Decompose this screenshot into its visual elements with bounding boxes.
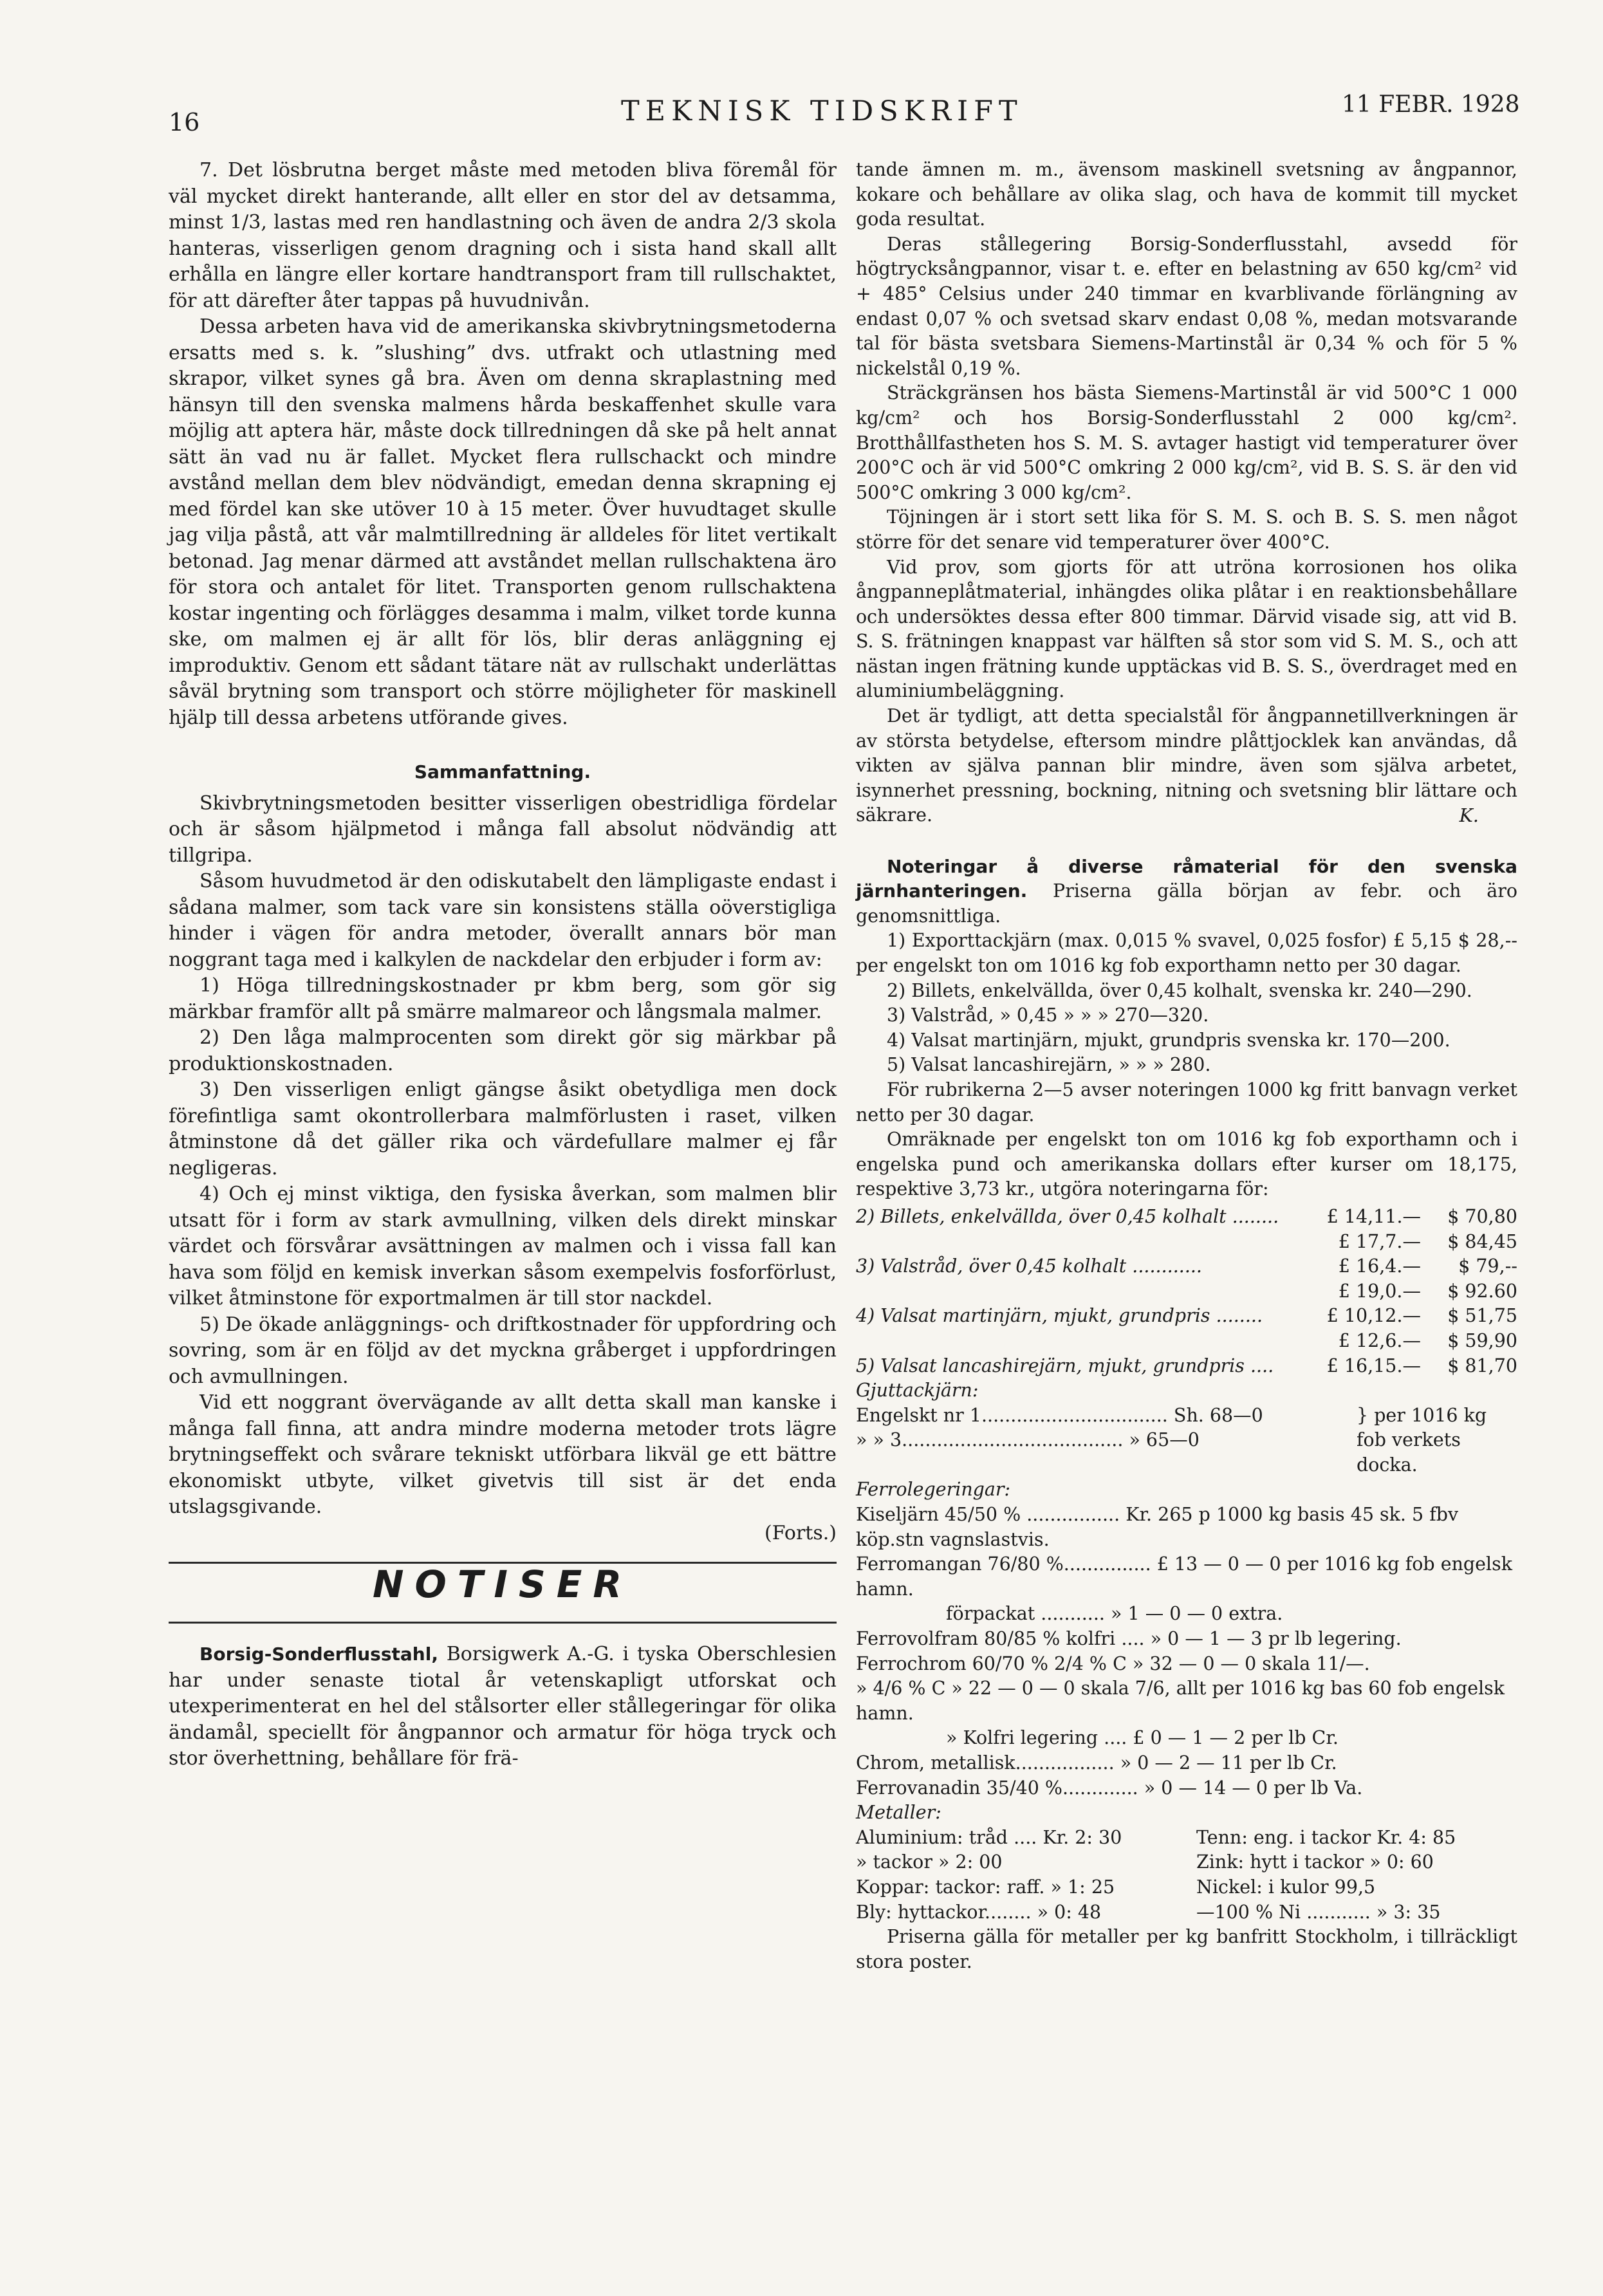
borsig-notice — [169, 1642, 837, 1772]
conversion-table — [856, 1205, 1517, 1378]
gbp-value: £ 17,7.— — [1338, 1230, 1421, 1252]
paragraph: Dessa arbeten hava vid de amerikanska skivbrytningsmetoderna ersatts med s. k. ”slushing” dvs. utfrakt och utlastning med skrapor, vilket synes gå bra. Även om denna skraplastning med hänsyn till den svenska malmens hårda beskaffenhet skulle vara möjlig att aptera här, måste dock tillredningen då ske på helt annat sätt än vad nu är fallet. Mycket flera rullschackt och mindre avstånd mellan dem blev nödvändigt, emedan denna skrapning ej med fördel kan ske utöver 10 à 15 meter. Över huvudtaget skulle jag vilja påstå, att vår malmtillredning är alldeles för litet vertikalt betonad. Jag menar därmed att avståndet mellan rullschaktena äro för stora och antalet för litet. Transporten genom rullschaktena kostar ingenting och förlägges desamma i malm, vilket torde kunna ske, om malmen ej är allt för lös, blir deras anläggning ej improduktiv. Genom ett sådant tätare nät av rullschakt underlättas såväl brytning som transport och större möjligheter för maskinell hjälp till dessa arbetens utförande gives. — [169, 315, 837, 729]
table-row — [856, 1254, 1517, 1279]
price-line: Ferrochrom 60/70 % 2/4 % C » 32 — 0 — 0 skala 11/—. — [856, 1653, 1370, 1674]
paragraph: Såsom huvudmetod är den odiskutabelt den lämpligaste endast i sådana malmer, som tack vare sin konsistens ställa oöverstigliga hinder i vägen för andra metoder, överallt annars bör man noggrant taga med i kalkylen de nackdelar den erbjuder i form av: — [169, 870, 837, 971]
price-line: Koppar: tackor: raff. » 1: 25 — [856, 1876, 1115, 1898]
gbp-value: £ 10,12.— — [1326, 1305, 1421, 1327]
notes-title: Noteringar å diverse råmaterial för den svenska järnhanteringen. — [856, 855, 1517, 902]
page-number: 16 — [169, 108, 200, 136]
table-row — [856, 1329, 1517, 1354]
divider — [169, 1622, 837, 1624]
price-line: » tackor » 2: 00 — [856, 1851, 1003, 1873]
note-item: 1) Exporttackjärn (max. 0,015 % svavel, 0,025 fosfor) £ 5,15 $ 28,-- per engelskt ton om 1016 kg fob exporthamn netto per 30 dagar. — [856, 930, 1517, 976]
row-label: 4) Valsat martinjärn, mjukt, grundpris ........ — [856, 1305, 1263, 1327]
journal-title: TEKNISK TIDSKRIFT — [621, 95, 1023, 127]
usd-value: $ 59,90 — [1447, 1329, 1517, 1351]
paragraph: Vid prov, som gjorts för att utröna korrosionen hos olika ångpanneplåtmaterial, inhängdes olika plåtar i en reaktionsbehållare och undersöktes dessa efter 800 timmar. Därvid visade sig, att vid B. S. S. frätningen knappast var hälften så stor som vid S. M. S., och att nästan ingen frätning kunde upptäckas vid B. S. S., överdraget med en aluminiumbeläggning. — [856, 556, 1517, 702]
section-heading: Sammanfattning. — [414, 761, 591, 782]
list-item: 5) De ökade anläggnings- och driftkostnader för uppfordring och sovring, som är en följd av det myckna gråberget i uppfordringen och avmullningen. — [169, 1313, 837, 1388]
list-item: 3) Den visserligen enligt gängse åsikt obetydliga men dock förefintliga samt okontrollerbara malmförlusten i raset, vilken åtminstone då det gäller rika och värdefullare malmer ej får negligeras. — [169, 1079, 837, 1180]
paragraph: Töjningen är i stort sett lika för S. M. S. och B. S. S. men något större för det senare vid temperaturer över 400°C. — [856, 506, 1517, 553]
price-line: » 4/6 % C » 22 — 0 — 0 skala 7/6, allt per 1016 kg bas 60 fob engelsk hamn. — [856, 1678, 1505, 1724]
note-item: 2) Billets, enkelvällda, över 0,45 kolhalt, svenska kr. 240—290. — [887, 979, 1472, 1001]
gjut-lines — [856, 1403, 1357, 1478]
metals-grid — [856, 1826, 1517, 1925]
gbp-value: £ 16,15.— — [1326, 1355, 1421, 1376]
price-line: förpackat ........... » 1 — 0 — 0 extra. — [946, 1603, 1283, 1625]
paragraph-signed — [856, 704, 1517, 828]
row-label — [856, 1279, 1324, 1304]
right-column — [856, 158, 1517, 1974]
subheading: Metaller: — [856, 1802, 941, 1824]
left-column — [169, 158, 837, 1772]
note-item: För rubrikerna 2—5 avser noteringen 1000 kg fritt banvagn verket netto per 30 dagar. — [856, 1079, 1517, 1125]
issue-date: 11 FEBR. 1928 — [1342, 91, 1520, 118]
price-line: Ferrovolfram 80/85 % kolfri .... » 0 — 1 — 3 pr lb legering. — [856, 1628, 1402, 1650]
notice-text: Borsigwerk A.-G. i tyska Oberschlesien har under senaste tiotal år vetenskapligt utforskat och utexperimenterat en hel del stålsorter eller stållegeringar för olika ändamål, speciellt för ångpannor och armatur för höga tryck och stor överhettning, behållare för frä- — [169, 1643, 837, 1770]
notiser-heading: NOTISER — [372, 1562, 633, 1606]
paragraph: 7. Det lösbrutna berget måste med metoden bliva föremål för väl mycket direkt hanterande, allt eller en stor del av detsamma, minst 1/3, lastas med ren handlastning och även de andra 2/3 skola hanteras, visserligen genom dragning och i sista hand skall allt erhålla en längre eller kortare handtransport fram till rullschaktet, för att därefter åter tappas på huvudnivån. — [169, 159, 837, 312]
note-item: 3) Valstråd, » 0,45 » » » 270—320. — [887, 1004, 1209, 1026]
signature: K. — [1459, 805, 1479, 827]
price-line: Tenn: eng. i tackor Kr. 4: 85 — [1196, 1826, 1456, 1848]
notice-title: Borsig-Sonderflusstahl, — [199, 1643, 438, 1665]
row-label: 5) Valsat lancashirejärn, mjukt, grundpris .... — [856, 1355, 1274, 1376]
gjut-note: } per 1016 kg fob verkets docka. — [1357, 1404, 1487, 1476]
subheading: Gjuttackjärn: — [856, 1380, 979, 1402]
note-item: Omräknade per engelskt ton om 1016 kg fob exporthamn och i engelska pund och amerikanska dollars efter kurser om 18,175, respektive 3,73 kr., utgöra noteringarna för: — [856, 1129, 1517, 1200]
table-row — [856, 1354, 1517, 1379]
price-line: Nickel: i kulor 99,5 — [1196, 1876, 1376, 1898]
price-line: Kiseljärn 45/50 % ................ Kr. 265 p 1000 kg basis 45 sk. 5 fbv köp.stn vagnslastvis. — [856, 1504, 1459, 1550]
list-item: 4) Och ej minst viktiga, den fysiska åverkan, som malmen blir utsatt för i form av stark avmullning, vilken dels direkt minskar värdet och försvårar avsättningen av malmen och i vissa fall kan hava som följd en kemisk inverkan såsom exempelvis fosforförlust, vilket åtminstone för exportmalmen är till stor nackdel. — [169, 1183, 837, 1310]
gbp-value: £ 16,4.— — [1338, 1255, 1421, 1277]
price-line: Ferromangan 76/80 %............... £ 13 — 0 — 0 per 1016 kg fob engelsk hamn. — [856, 1553, 1513, 1600]
gbp-value: £ 19,0.— — [1338, 1280, 1421, 1302]
notes-intro-text: Priserna gälla början av febr. och äro genomsnittliga. — [856, 880, 1517, 927]
gbp-value: £ 14,11.— — [1326, 1205, 1421, 1227]
usd-value: $ 51,75 — [1447, 1305, 1517, 1327]
gbp-value: £ 12,6.— — [1338, 1329, 1421, 1351]
usd-value: $ 92.60 — [1447, 1280, 1517, 1302]
table-row — [856, 1205, 1517, 1230]
price-line: » » 3...................................... » 65—0 — [856, 1429, 1200, 1451]
paragraph: Priserna gälla för metaller per kg banfritt Stockholm, i tillräckligt stora poster. — [856, 1926, 1517, 1972]
row-label: 2) Billets, enkelvällda, över 0,45 kolhalt ........ — [856, 1205, 1279, 1227]
usd-value: $ 81,70 — [1447, 1355, 1517, 1376]
paragraph: Vid ett noggrant övervägande av allt detta skall man kanske i många fall finna, att andra mindre moderna metoder trots lägre brytningseffekt och svårare tekniskt utförbara likväl ge ett bättre ekonomiskt utbyte, vilket givetvis till sist är det enda utslagsgivande. — [169, 1391, 837, 1518]
paragraph: Det är tydligt, att detta specialstål för ångpannetillverkningen är av största betydelse, eftersom mindre plåttjocklek kan användas, då vikten av själva pannan blir mindre, även som själva arbetet, isynnerhet pressning, bockning, nitning och svetsning blir lättare och säkrare. — [856, 705, 1517, 826]
price-line: Zink: hytt i tackor » 0: 60 — [1196, 1851, 1434, 1873]
continued-note: (Forts.) — [764, 1521, 837, 1544]
price-line: Chrom, metallisk................. » 0 — 2 — 11 per lb Cr. — [856, 1752, 1337, 1773]
paragraph: Sträckgränsen hos bästa Siemens-Martinstål är vid 500°C 1 000 kg/cm² och hos Borsig-Sonderflusstahl 2 000 kg/cm². Brotthållfastheten hos S. M. S. avtager hastigt vid temperaturer över 200°C och är vid 500°C omkring 2 000 kg/cm², vid B. S. S. är den vid 500°C omkring 3 000 kg/cm². — [856, 382, 1517, 503]
price-line: » Kolfri legering .... £ 0 — 1 — 2 per lb Cr. — [946, 1727, 1339, 1749]
row-label: 3) Valstråd, över 0,45 kolhalt ............ — [856, 1255, 1202, 1277]
table-row — [856, 1230, 1517, 1255]
usd-value: $ 79,-- — [1458, 1255, 1517, 1277]
list-item: 1) Höga tillredningskostnader pr kbm berg, som gör sig märkbar framför allt på smärre malmareor och långsmala malmer. — [169, 974, 837, 1023]
table-row — [856, 1279, 1517, 1304]
paragraph: Skivbrytningsmetoden besitter visserligen obestridliga fördelar och är såsom hjälpmetod i många fall absolut nödvändig att tillgripa. — [169, 792, 837, 867]
note-item: 4) Valsat martinjärn, mjukt, grundpris svenska kr. 170—200. — [887, 1029, 1450, 1051]
row-label — [856, 1329, 1324, 1354]
gjut-block — [856, 1403, 1517, 1478]
paragraph: Deras stållegering Borsig-Sonderflusstahl, avsedd för högtrycksångpannor, visar t. e. efter en belastning av 650 kg/cm² vid + 485° Celsius under 240 timmar en kvarblivande förlängning av endast 0,07 % och svetsad skarv endast 0,08 %, medan motsvarande tal för bästa svetsbara Siemens-Martinstål är 0,34 % och för 5 % nickelstål 0,19 %. — [856, 233, 1517, 379]
price-line: Bly: hyttackor........ » 0: 48 — [856, 1901, 1102, 1923]
row-label — [856, 1230, 1324, 1255]
note-item: 5) Valsat lancashirejärn, » » » 280. — [887, 1054, 1211, 1076]
table-row — [856, 1304, 1517, 1329]
price-line: Engelskt nr 1................................ Sh. 68—0 — [856, 1404, 1263, 1426]
price-line: Aluminium: tråd .... Kr. 2: 30 — [856, 1826, 1122, 1848]
price-line: Ferrovanadin 35/40 %............. » 0 — 14 — 0 per lb Va. — [856, 1777, 1363, 1799]
usd-value: $ 84,45 — [1447, 1230, 1517, 1252]
notes-intro — [856, 855, 1517, 929]
list-item: 2) Den låga malmprocenten som direkt gör sig märkbar på produktionskostnaden. — [169, 1026, 837, 1075]
subheading: Ferrolegeringar: — [856, 1479, 1011, 1501]
paragraph: tande ämnen m. m., ävensom maskinell svetsning av ångpannor, kokare och behållare av olika slag, och hava de kommit till mycket goda resultat. — [856, 159, 1517, 230]
usd-value: $ 70,80 — [1447, 1205, 1517, 1227]
price-line: —100 % Ni ........... » 3: 35 — [1196, 1901, 1441, 1923]
